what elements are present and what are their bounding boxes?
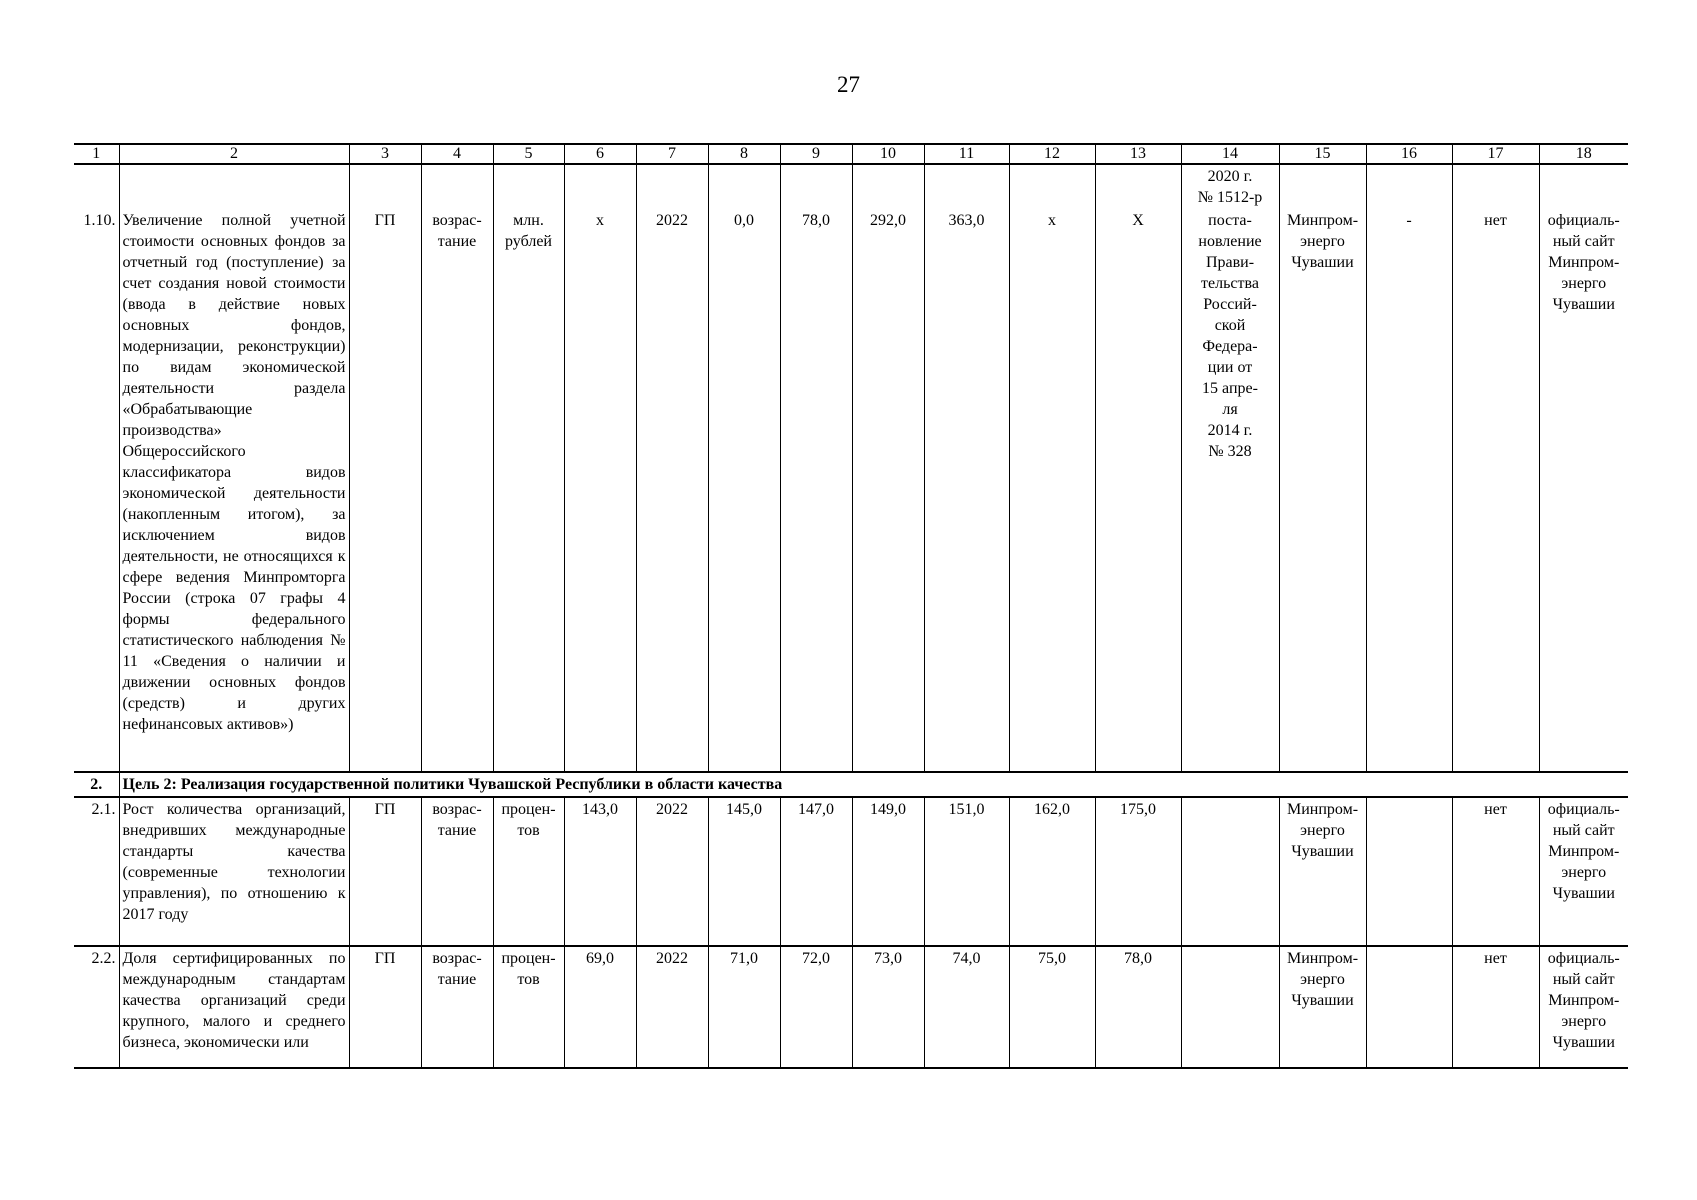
row-number: 1.10. [74, 209, 119, 772]
header-cell: 11 [924, 144, 1009, 164]
cell-value: 71,0 [708, 946, 780, 1068]
cell-responsible: Минпром- энерго Чувашии [1279, 946, 1366, 1068]
continuation-row [74, 164, 1628, 209]
cell-17: нет [1452, 797, 1539, 946]
header-cell: 3 [349, 144, 421, 164]
cell-value: х [1009, 209, 1095, 772]
cell-unit: млн. рублей [493, 209, 564, 772]
cell-type: ГП [349, 797, 421, 946]
header-cell: 18 [1539, 144, 1628, 164]
table-row [74, 797, 1628, 946]
cell-value: х [564, 209, 636, 772]
goal-row [74, 772, 1628, 797]
cell-value: 78,0 [780, 209, 852, 772]
cell-unit: процен- тов [493, 797, 564, 946]
cell-document [1181, 797, 1279, 946]
cell-16: - [1366, 209, 1452, 772]
header-cell: 14 [1181, 144, 1279, 164]
continuation-doc-cell: 2020 г. № 1512-р [1181, 164, 1279, 209]
cell-trend: возрас- тание [421, 946, 493, 1068]
cell-type: ГП [349, 209, 421, 772]
cell-value: 149,0 [852, 797, 924, 946]
cell-responsible: Минпром- энерго Чувашии [1279, 209, 1366, 772]
goal-title: Цель 2: Реализация государственной политики Чувашской Республики в области качества [119, 772, 1628, 797]
indicators-table [74, 143, 1628, 1069]
cell-value: 292,0 [852, 209, 924, 772]
cell-source: официаль- ный сайт Минпром- энерго Чувашии [1539, 209, 1628, 772]
cell-value: 147,0 [780, 797, 852, 946]
header-cell: 8 [708, 144, 780, 164]
goal-number: 2. [74, 772, 119, 797]
cell-trend: возрас- тание [421, 209, 493, 772]
header-cell: 6 [564, 144, 636, 164]
page-number: 27 [837, 72, 860, 97]
header-cell: 5 [493, 144, 564, 164]
cell-value: 74,0 [924, 946, 1009, 1068]
cell-document: поста- новление Прави- тельства Россий- ской Федера- ции от 15 апре- ля 2014 г. № 328 [1181, 209, 1279, 772]
header-cell: 1 [74, 144, 119, 164]
indicator-name: Доля сертифицированных по международным стандартам качества организаций среди крупного, малого и среднего бизнеса, экономически или [119, 946, 349, 1068]
cell-value: 75,0 [1009, 946, 1095, 1068]
cell-value: 0,0 [708, 209, 780, 772]
cell-responsible: Минпром- энерго Чувашии [1279, 797, 1366, 946]
header-cell: 15 [1279, 144, 1366, 164]
header-cell: 2 [119, 144, 349, 164]
cell-value: 73,0 [852, 946, 924, 1068]
indicator-name: Увеличение полной учетной стоимости основных фондов за отчетный год (поступление) за счет создания новой стоимости (ввода в действие новых основных фондов, модернизации, реконструкции) по видам экономической деятельности раздела «Обрабатывающие производства» Общероссийского классификатора видов экономической деятельности (накопленным итогом), за исключением видов деятельности, не относящихся к сфере ведения Минпромторга России (строка 07 графы 4 формы федерального статистического наблюдения № 11 «Сведения о наличии и движении основных фондов (средств) и других нефинансовых активов») [119, 209, 349, 772]
cell-value: 175,0 [1095, 797, 1181, 946]
header-cell: 16 [1366, 144, 1452, 164]
cell-value: 78,0 [1095, 946, 1181, 1068]
column-number-row [74, 144, 1628, 164]
cell-value: 363,0 [924, 209, 1009, 772]
indicator-name: Рост количества организаций, внедривших международные стандарты качества (современные технологии управления), по отношению к 2017 году [119, 797, 349, 946]
cell-value: 2022 [636, 209, 708, 772]
cell-16 [1366, 946, 1452, 1068]
header-cell: 9 [780, 144, 852, 164]
cell-value: Х [1095, 209, 1181, 772]
row-number: 2.1. [74, 797, 119, 946]
header-cell: 4 [421, 144, 493, 164]
table-row [74, 209, 1628, 772]
cell-unit: процен- тов [493, 946, 564, 1068]
cell-value: 2022 [636, 946, 708, 1068]
cell-type: ГП [349, 946, 421, 1068]
header-cell: 10 [852, 144, 924, 164]
cell-value: 162,0 [1009, 797, 1095, 946]
cell-16 [1366, 797, 1452, 946]
table-row [74, 946, 1628, 1068]
cell-value: 69,0 [564, 946, 636, 1068]
cell-value: 72,0 [780, 946, 852, 1068]
header-cell: 7 [636, 144, 708, 164]
cell-17: нет [1452, 209, 1539, 772]
cell-trend: возрас- тание [421, 797, 493, 946]
cell-value: 151,0 [924, 797, 1009, 946]
header-cell: 12 [1009, 144, 1095, 164]
cell-value: 145,0 [708, 797, 780, 946]
cell-source: официаль- ный сайт Минпром- энерго Чувашии [1539, 946, 1628, 1068]
cell-document [1181, 946, 1279, 1068]
row-number: 2.2. [74, 946, 119, 1068]
header-cell: 17 [1452, 144, 1539, 164]
cell-value: 2022 [636, 797, 708, 946]
cell-value: 143,0 [564, 797, 636, 946]
cell-17: нет [1452, 946, 1539, 1068]
cell-source: официаль- ный сайт Минпром- энерго Чувашии [1539, 797, 1628, 946]
header-cell: 13 [1095, 144, 1181, 164]
